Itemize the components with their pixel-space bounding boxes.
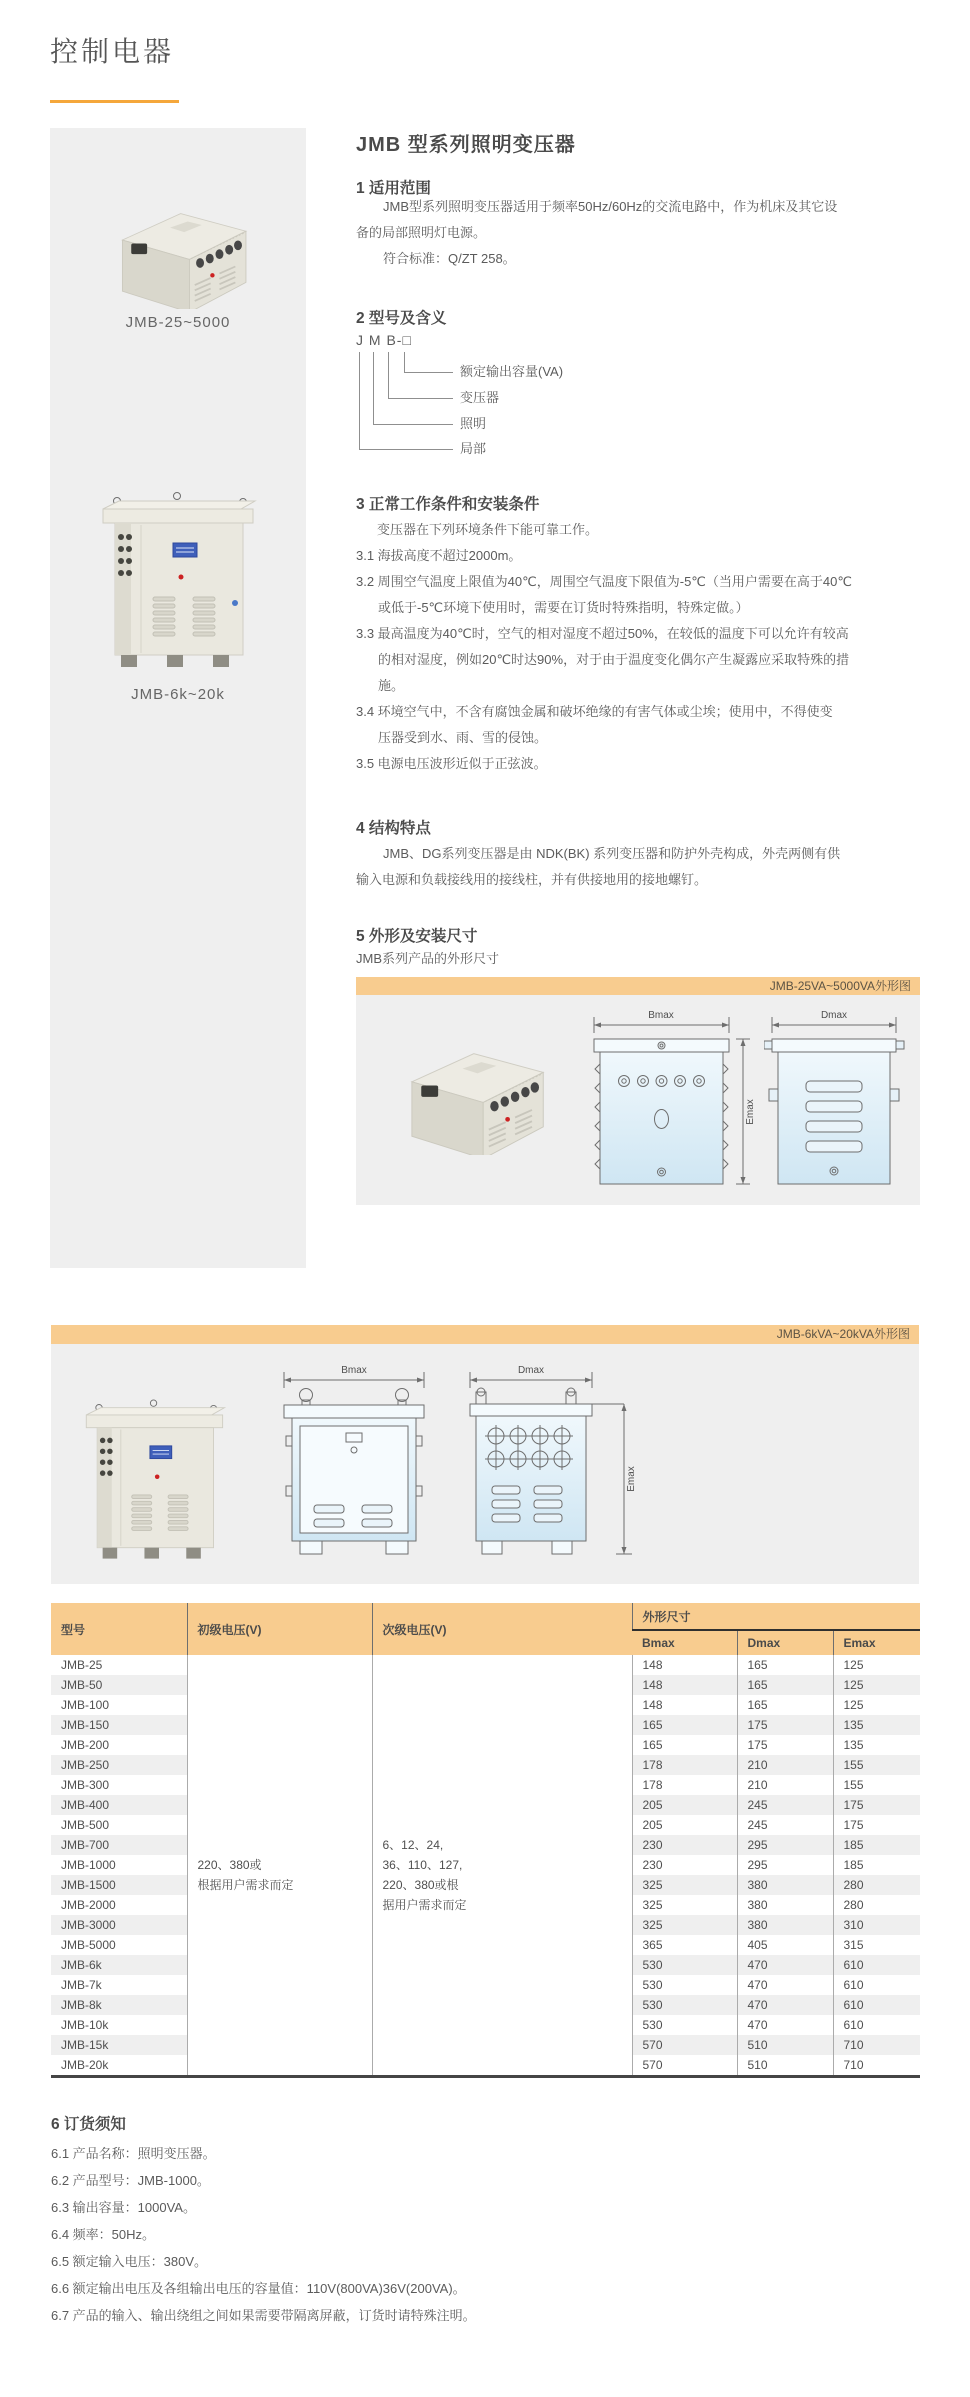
product-photo-small-transformer <box>103 194 253 309</box>
spec-table-wrap <box>51 1603 920 2078</box>
bmax-cell: 530 <box>632 2015 737 2035</box>
model-cell: JMB-250 <box>51 1755 187 1775</box>
model-cell: JMB-10k <box>61 2018 109 2032</box>
secondary-cell <box>372 2015 632 2035</box>
table-row <box>51 1795 920 1815</box>
bmax-cell: 230 <box>632 1855 737 1875</box>
primary-cell <box>187 2015 372 2035</box>
primary-cell <box>187 2035 372 2055</box>
table-row <box>51 1875 920 1895</box>
emax-cell: 710 <box>833 2035 920 2055</box>
model-cell: JMB-100 <box>61 1698 110 1712</box>
primary-cell <box>187 1795 372 1815</box>
model-cell: JMB-50 <box>51 1675 187 1695</box>
bmax-cell: 325 <box>632 1915 737 1935</box>
section4-heading: 4 结构特点 <box>356 820 431 837</box>
dmax-cell: 470 <box>737 1995 833 2015</box>
secondary-cell <box>372 1995 632 2015</box>
model-code: J M B-□ <box>356 332 412 348</box>
bmax-cell: 365 <box>632 1935 737 1955</box>
dmax-cell: 510 <box>737 2055 833 2077</box>
model-cell: JMB-25 <box>61 1658 103 1672</box>
text-line: JMB、DG系列变压器是由 NDK(BK) 系列变压器和防护外壳构成，外壳两侧有供 <box>383 846 841 861</box>
bmax-cell: 570 <box>632 2055 737 2077</box>
secondary-cell <box>372 1915 632 1935</box>
dmax-cell: 245 <box>737 1815 833 1835</box>
drawing2-product-photo <box>79 1392 229 1567</box>
bmax-cell: 230 <box>632 1835 737 1855</box>
dmax-cell: 380 <box>737 1875 833 1895</box>
primary-cell <box>187 1775 372 1795</box>
primary-cell: 根据用户需求而定 <box>187 1875 372 1895</box>
order-note-item: 6.2 产品型号：JMB-1000。 <box>51 2173 210 2188</box>
text-line: 3.2 周围空气温度上限值为40℃，周围空气温度下限值为-5℃（当用户需要在高于40℃ <box>356 574 852 589</box>
model-cell: JMB-1500 <box>51 1875 187 1895</box>
emax-cell: 280 <box>833 1875 920 1895</box>
secondary-cell <box>372 1975 632 1995</box>
emax-cell: 315 <box>833 1935 920 1955</box>
bmax-cell: 325 <box>632 1875 737 1895</box>
secondary-cell <box>372 1795 632 1815</box>
bmax-cell: 165 <box>632 1735 737 1755</box>
header-bmax: Bmax <box>632 1630 737 1655</box>
table-row <box>51 1835 920 1855</box>
section5-heading: 5 外形及安装尺寸 <box>356 928 478 945</box>
table-row <box>51 2035 920 2055</box>
legend-rated-capacity: 额定输出容量(VA) <box>460 364 564 379</box>
spec-table <box>51 1603 920 2078</box>
primary-cell <box>187 1655 372 1675</box>
model-code-diagram <box>356 330 656 462</box>
primary-cell <box>187 1755 372 1775</box>
table-row <box>51 1895 920 1915</box>
order-note-item: 6.3 输出容量：1000VA。 <box>51 2200 196 2215</box>
section1-heading: 1 适用范围 <box>356 180 431 197</box>
table-row <box>51 1995 920 2015</box>
model-cell: JMB-8k <box>51 1995 187 2015</box>
dmax-cell: 175 <box>737 1735 833 1755</box>
dmax-cell: 175 <box>737 1715 833 1735</box>
table-row <box>51 1675 920 1695</box>
bmax-cell: 530 <box>632 1955 737 1975</box>
secondary-cell <box>372 1755 632 1775</box>
text-line: 压器受到水、雨、雪的侵蚀。 <box>378 730 548 745</box>
dmax-cell: 165 <box>737 1675 833 1695</box>
outline-drawing1-caption: JMB-25VA~5000VA外形图 <box>769 979 911 993</box>
svg-text:Bmax: Bmax <box>341 1365 367 1376</box>
section2-heading: 2 型号及含义 <box>356 310 447 327</box>
secondary-cell: 据用户需求而定 <box>372 1895 632 1915</box>
section6-items <box>51 2140 476 2329</box>
table-row <box>51 1715 920 1735</box>
dmax-cell: 210 <box>737 1775 833 1795</box>
svg-text:Emax: Emax <box>626 1466 637 1492</box>
emax-cell: 610 <box>833 2015 920 2035</box>
dmax-cell: 295 <box>737 1835 833 1855</box>
model-cell: JMB-15k <box>51 2035 187 2055</box>
text-line: 3.4 环境空气中，不含有腐蚀金属和破坏绝缘的有害气体或尘埃；使用中，不得使变 <box>356 704 833 719</box>
text-line: 3.1 海拔高度不超过2000m。 <box>356 548 522 563</box>
section6-heading: 6 订货须知 <box>51 2116 126 2133</box>
emax-cell: 155 <box>833 1755 920 1775</box>
text-line: 输入电源和负载接线用的接线柱，并有供接地用的接地螺钉。 <box>356 872 708 887</box>
order-note-item: 6.6 额定输出电压及各组输出电压的容量值：110V(800VA)36V(200VA)。 <box>51 2281 466 2296</box>
emax-cell: 125 <box>833 1655 920 1675</box>
model-cell: JMB-500 <box>61 1818 110 1832</box>
text-line: 符合标准：Q/ZT 258。 <box>383 251 516 266</box>
dmax-cell: 380 <box>737 1895 833 1915</box>
title-underline <box>50 100 179 103</box>
outline-drawing2-caption: JMB-6kVA~20kVA外形图 <box>776 1327 910 1341</box>
model-cell: JMB-700 <box>51 1835 187 1855</box>
primary-cell <box>187 1995 372 2015</box>
order-note-item: 6.1 产品名称：照明变压器。 <box>51 2146 216 2161</box>
table-row <box>51 1695 920 1715</box>
table-row <box>51 1915 920 1935</box>
table-row <box>51 1655 920 1675</box>
model-cell: JMB-6k <box>51 1955 187 1975</box>
model-cell: JMB-5000 <box>61 1938 116 1952</box>
emax-cell: 125 <box>833 1695 920 1715</box>
bmax-cell: 205 <box>632 1795 737 1815</box>
secondary-cell: 6、12、24, <box>372 1835 632 1855</box>
primary-cell <box>187 1915 372 1935</box>
svg-text:Dmax: Dmax <box>820 1010 848 1021</box>
primary-cell <box>187 1715 372 1735</box>
secondary-cell <box>372 2055 632 2077</box>
primary-cell <box>187 1695 372 1715</box>
dmax-cell: 165 <box>737 1695 833 1715</box>
svg-text:Emax: Emax <box>745 1099 756 1125</box>
table-row <box>51 1975 920 1995</box>
emax-cell: 155 <box>833 1775 920 1795</box>
text-line: 或低于-5℃环境下使用时，需要在订货时特殊指明，特殊定做。） <box>378 600 749 615</box>
emax-cell: 310 <box>833 1915 920 1935</box>
text-line: 3.3 最高温度为40℃时，空气的相对湿度不超过50%，在较低的温度下可以允许有较高 <box>356 626 849 641</box>
bmax-cell: 148 <box>632 1655 737 1675</box>
model-cell: JMB-1000 <box>61 1858 116 1872</box>
table-row <box>51 1935 920 1955</box>
primary-cell <box>187 1835 372 1855</box>
bmax-cell: 205 <box>632 1815 737 1835</box>
model-cell: JMB-2000 <box>61 1898 116 1912</box>
model-cell: JMB-3000 <box>51 1915 187 1935</box>
bmax-cell: 148 <box>632 1675 737 1695</box>
section5-subtitle: JMB系列产品的外形尺寸 <box>356 951 500 966</box>
text-line: JMB型系列照明变压器适用于频率50Hz/60Hz的交流电路中，作为机床及其它设 <box>383 199 838 214</box>
bmax-cell: 530 <box>632 1995 737 2015</box>
emax-cell: 610 <box>833 1955 920 1975</box>
bmax-cell: 178 <box>632 1775 737 1795</box>
secondary-cell <box>372 1775 632 1795</box>
emax-cell: 710 <box>833 2055 920 2077</box>
dmax-cell: 470 <box>737 1955 833 1975</box>
bmax-cell: 570 <box>632 2035 737 2055</box>
order-note-item: 6.5 额定输入电压：380V。 <box>51 2254 208 2269</box>
emax-cell: 125 <box>833 1675 920 1695</box>
secondary-cell <box>372 1955 632 1975</box>
header-model: 型号 <box>51 1603 187 1655</box>
text-line: 3.5 电源电压波形近似于正弦波。 <box>356 756 547 771</box>
product-label-large: JMB-6k~20k <box>131 686 225 703</box>
header-outline-dims: 外形尺寸 <box>632 1603 920 1630</box>
dmax-cell: 165 <box>737 1655 833 1675</box>
emax-cell: 610 <box>833 1975 920 1995</box>
primary-cell <box>187 1975 372 1995</box>
legend-transformer: 变压器 <box>460 390 500 405</box>
header-primary-voltage: 初级电压(V) <box>187 1603 372 1655</box>
secondary-cell: 36、110、127, <box>372 1855 632 1875</box>
outline-drawing1-caption-bar <box>356 977 920 995</box>
table-header-row <box>51 1603 920 1630</box>
text-line: 备的局部照明灯电源。 <box>356 225 487 240</box>
dmax-cell: 470 <box>737 2015 833 2035</box>
header-dmax: Dmax <box>737 1630 833 1655</box>
page-title: 控制电器 <box>50 36 175 67</box>
dmax-cell: 295 <box>737 1855 833 1875</box>
drawing1-front-view <box>584 1009 756 1194</box>
table-row <box>51 1855 920 1875</box>
dmax-cell: 245 <box>737 1795 833 1815</box>
emax-cell: 280 <box>833 1895 920 1915</box>
primary-cell <box>187 2055 372 2077</box>
bmax-cell: 325 <box>632 1895 737 1915</box>
emax-cell: 135 <box>833 1735 920 1755</box>
section1-body <box>356 194 922 272</box>
section3-body <box>356 517 922 777</box>
secondary-cell: 220、380或根 <box>372 1875 632 1895</box>
secondary-cell <box>372 1715 632 1735</box>
drawing2-front-view <box>266 1364 444 1569</box>
outline-drawing1-box <box>356 995 920 1205</box>
emax-cell: 185 <box>833 1855 920 1875</box>
dmax-cell: 405 <box>737 1935 833 1955</box>
table-row <box>51 1955 920 1975</box>
primary-cell <box>187 1675 372 1695</box>
secondary-cell <box>372 1815 632 1835</box>
bmax-cell: 530 <box>632 1975 737 1995</box>
model-cell: JMB-400 <box>51 1795 187 1815</box>
model-cell: JMB-300 <box>61 1778 110 1792</box>
bmax-cell: 165 <box>632 1715 737 1735</box>
drawing2-back-view <box>456 1364 646 1569</box>
model-cell: JMB-200 <box>61 1738 110 1752</box>
svg-text:Dmax: Dmax <box>517 1365 545 1376</box>
secondary-cell <box>372 1935 632 1955</box>
dmax-cell: 210 <box>737 1755 833 1775</box>
table-row <box>51 1755 920 1775</box>
primary-cell <box>187 1735 372 1755</box>
section3-heading: 3 正常工作条件和安装条件 <box>356 496 540 513</box>
table-row <box>51 1735 920 1755</box>
secondary-cell <box>372 1655 632 1675</box>
emax-cell: 185 <box>833 1835 920 1855</box>
secondary-cell <box>372 1695 632 1715</box>
drawing1-product-photo <box>391 1033 551 1155</box>
secondary-cell <box>372 2035 632 2055</box>
primary-cell <box>187 1935 372 1955</box>
text-line: 变压器在下列环境条件下能可靠工作。 <box>377 522 599 537</box>
product-photo-large-transformer <box>95 485 260 675</box>
bmax-cell: 148 <box>632 1695 737 1715</box>
secondary-cell <box>372 1675 632 1695</box>
order-note-item: 6.4 频率：50Hz。 <box>51 2227 156 2242</box>
emax-cell: 610 <box>833 1995 920 2015</box>
text-line: 施。 <box>378 678 405 693</box>
secondary-cell <box>372 1735 632 1755</box>
section4-body <box>356 841 922 893</box>
header-secondary-voltage: 次级电压(V) <box>372 1603 632 1655</box>
product-photo-panel <box>50 128 306 1268</box>
primary-cell <box>187 1815 372 1835</box>
table-row <box>51 1815 920 1835</box>
product-label-small: JMB-25~5000 <box>125 314 231 331</box>
outline-drawing2-caption-bar <box>51 1325 919 1344</box>
outline-drawing2-box <box>51 1344 919 1584</box>
order-note-item: 6.7 产品的输入、输出绕组之间如果需要带隔离屏蔽，订货时请特殊注明。 <box>51 2308 476 2323</box>
legend-lighting: 照明 <box>460 416 487 431</box>
bmax-cell: 178 <box>632 1755 737 1775</box>
primary-cell <box>187 1955 372 1975</box>
primary-cell <box>187 1895 372 1915</box>
model-cell: JMB-7k <box>61 1978 102 1992</box>
emax-cell: 135 <box>833 1715 920 1735</box>
dmax-cell: 510 <box>737 2035 833 2055</box>
connector-line <box>404 352 453 373</box>
model-cell: JMB-150 <box>51 1715 187 1735</box>
model-cell: JMB-20k <box>61 2058 109 2072</box>
header-emax: Emax <box>833 1630 920 1655</box>
drawing1-side-view <box>764 1009 909 1194</box>
text-line: 的相对湿度，例如20℃时达90%，对于由于温度变化偶尔产生凝露应采取特殊的措 <box>378 652 850 667</box>
dmax-cell: 380 <box>737 1915 833 1935</box>
primary-cell: 220、380或 <box>187 1855 372 1875</box>
doc-title: JMB 型系列照明变压器 <box>356 134 576 156</box>
table-row <box>51 2055 920 2077</box>
emax-cell: 175 <box>833 1815 920 1835</box>
svg-text:Bmax: Bmax <box>648 1010 674 1021</box>
table-row <box>51 2015 920 2035</box>
dmax-cell: 470 <box>737 1975 833 1995</box>
table-row <box>51 1775 920 1795</box>
emax-cell: 175 <box>833 1795 920 1815</box>
legend-local: 局部 <box>460 441 487 456</box>
